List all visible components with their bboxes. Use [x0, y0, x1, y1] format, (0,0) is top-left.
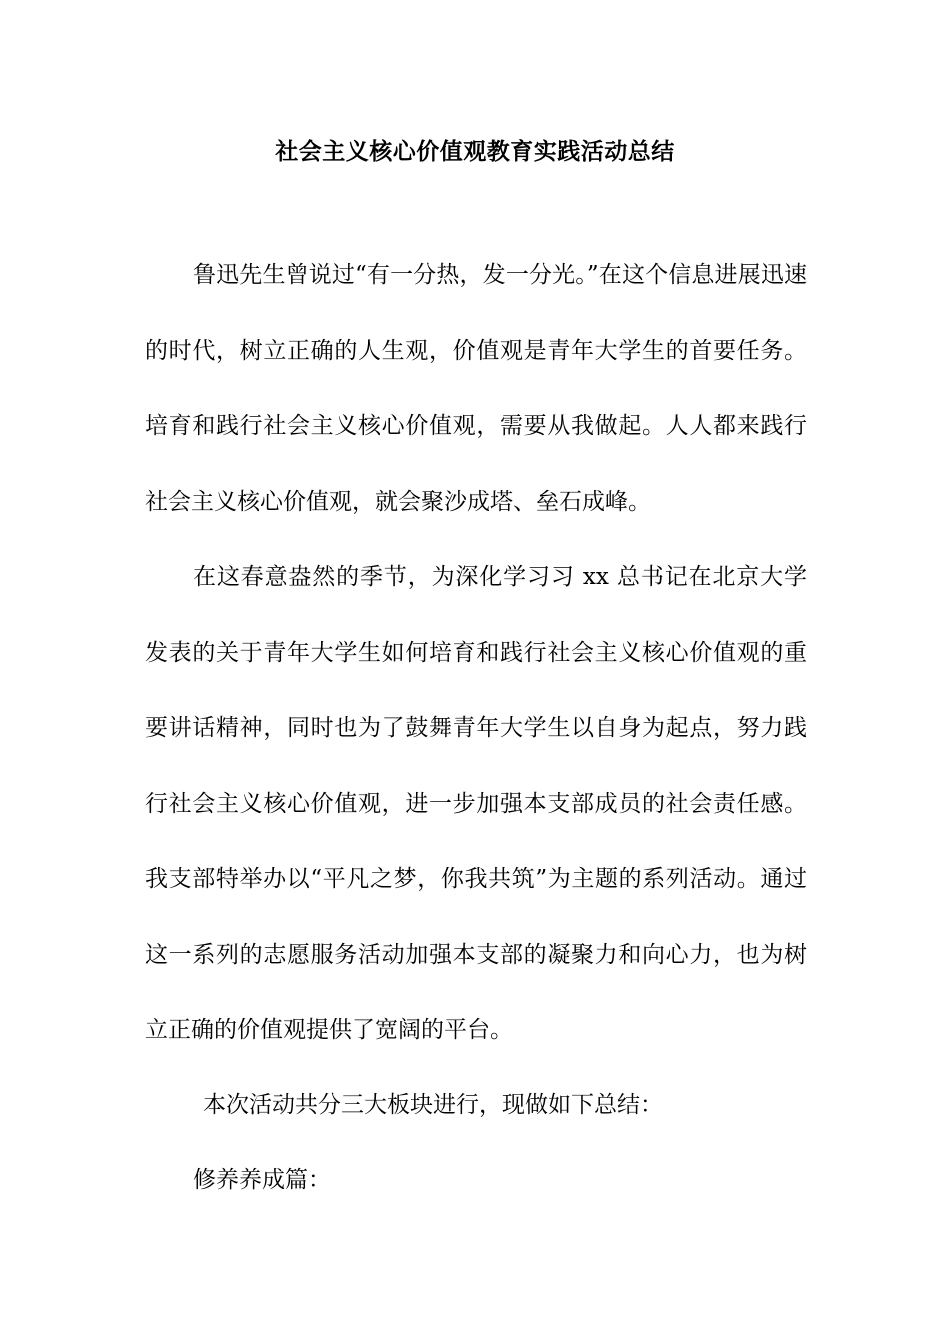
paragraph-activity-purpose: 在这春意盎然的季节，为深化学习习 xx 总书记在北京大学发表的关于青年大学生如何培育和践行社会主义核心价值观的重要讲话精神，同时也为了鼓舞青年大学生以自身为起点，努力践行社会主义核心价值观，进一步加强本支部成员的社会责任感。我支部特举办以“平凡之梦，你我共筑”为主题的系列活动。通过这一系列的志愿服务活动加强本支部的凝聚力和向心力，也为树立正确的价值观提供了宽阔的平台。 [145, 564, 807, 1043]
section-heading-cultivation: 修养养成篇： [193, 1167, 331, 1193]
paragraph-summary-lead: 本次活动共分三大板块进行，现做如下总结： [203, 1092, 663, 1118]
document-title: 社会主义核心价值观教育实践活动总结 [275, 138, 675, 165]
paragraph-intro: 鲁迅先生曾说过“有一分热，发一分光。”在这个信息进展迅速的时代，树立正确的人生观，价值观是青年大学生的首要任务。培育和践行社会主义核心价值观，需要从我做起。人人都来践行社会主义核心价值观，就会聚沙成塔、垒石成峰。 [145, 262, 807, 515]
